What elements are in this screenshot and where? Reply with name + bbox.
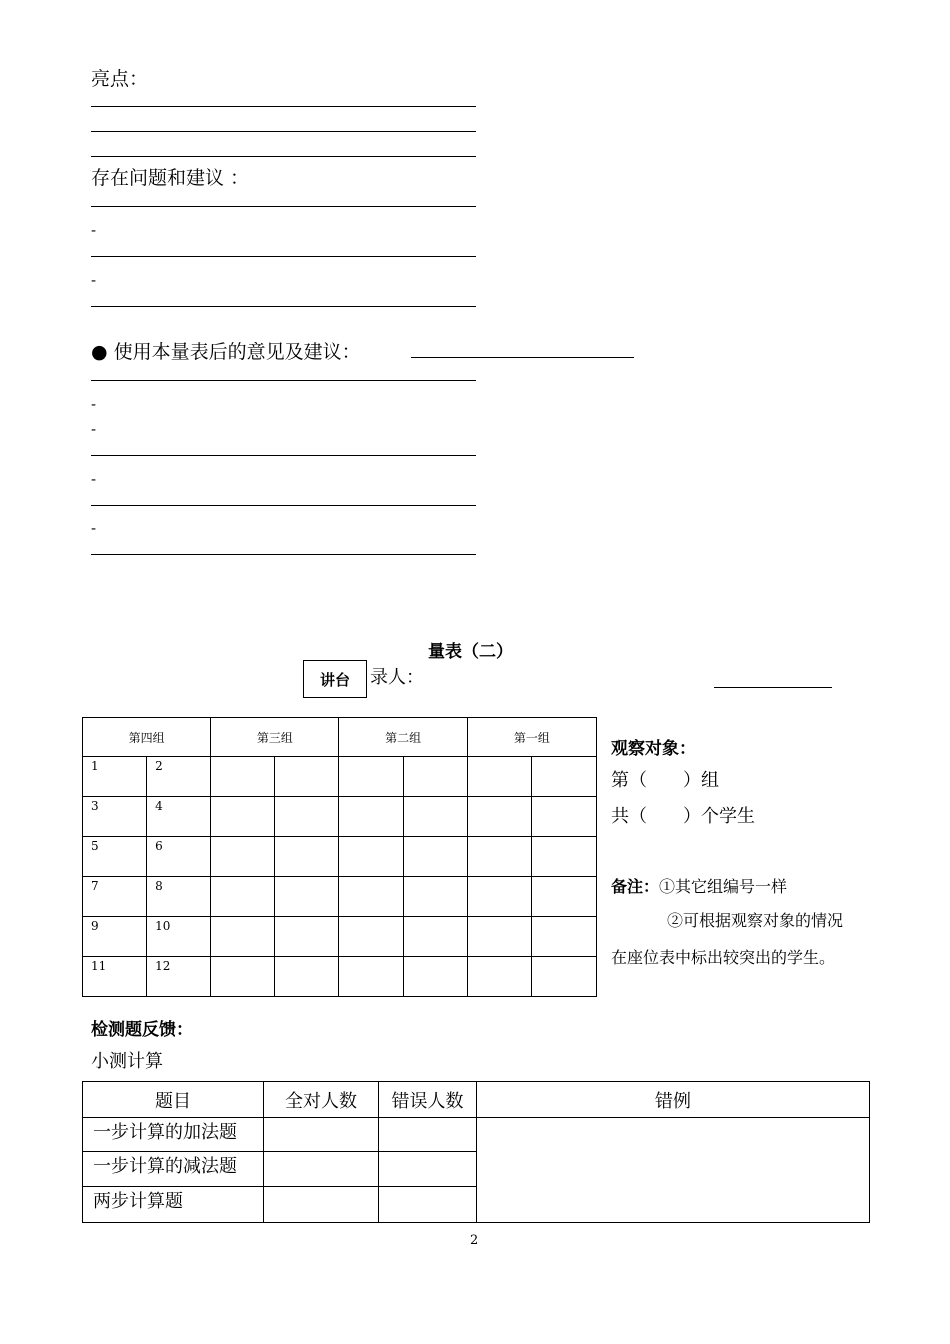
podium-box: 讲台 — [303, 660, 367, 698]
seat-cell: 7 — [83, 877, 147, 917]
note-3: 在座位表中标出较突出的学生。 — [611, 948, 836, 967]
seat-cell — [275, 837, 339, 877]
feedback-table — [82, 1081, 870, 1223]
note-line-1 — [611, 874, 787, 897]
seat-cell — [275, 917, 339, 957]
seat-cell — [211, 837, 275, 877]
group-header: 第四组 — [83, 718, 211, 757]
seat-cell — [403, 797, 467, 837]
blank-line — [91, 256, 476, 257]
opinion-label: ● 使用本量表后的意见及建议： — [91, 341, 361, 363]
blank-line — [91, 505, 476, 506]
seat-cell — [211, 797, 275, 837]
group-header: 第一组 — [467, 718, 596, 757]
seat-cell — [275, 877, 339, 917]
blank-line — [91, 455, 476, 456]
recorder-label: 录人： — [370, 667, 424, 688]
blank-line — [91, 156, 476, 157]
dash-marker: - — [91, 420, 97, 438]
group-header: 第二组 — [339, 718, 467, 757]
blank-line — [91, 206, 476, 207]
blank-line — [91, 131, 476, 132]
seat-cell: 4 — [147, 797, 211, 837]
seat-cell: 9 — [83, 917, 147, 957]
blank-line — [91, 554, 476, 555]
seat-cell — [531, 837, 596, 877]
header-cell: 错误人数 — [379, 1082, 477, 1118]
highlights-label: 亮点： — [91, 68, 149, 90]
data-cell — [264, 1187, 379, 1223]
feedback-title: 检测题反馈： — [91, 1020, 193, 1040]
seat-cell — [467, 877, 531, 917]
error-example-cell — [477, 1118, 870, 1223]
seat-cell — [403, 957, 467, 997]
dash-marker: - — [91, 470, 97, 488]
seat-cell: 11 — [83, 957, 147, 997]
header-cell: 题目 — [83, 1082, 264, 1118]
seat-cell — [403, 837, 467, 877]
seat-cell — [531, 877, 596, 917]
header-cell: 错例 — [477, 1082, 870, 1118]
seat-cell — [467, 837, 531, 877]
data-cell — [379, 1118, 477, 1152]
row-label: 两步计算题 — [83, 1187, 264, 1223]
data-cell — [379, 1152, 477, 1187]
data-cell — [379, 1187, 477, 1223]
seat-cell — [403, 757, 467, 797]
scale-title: 量表（二） — [428, 642, 513, 662]
data-cell — [264, 1152, 379, 1187]
seat-cell — [211, 877, 275, 917]
seat-cell — [531, 917, 596, 957]
feedback-subtitle: 小测计算 — [91, 1051, 163, 1072]
seat-cell — [275, 957, 339, 997]
observe-group: 第（ ）组 — [611, 770, 719, 791]
seat-cell: 10 — [147, 917, 211, 957]
seat-cell: 5 — [83, 837, 147, 877]
observe-count: 共（ ）个学生 — [611, 806, 755, 827]
group-header: 第三组 — [211, 718, 339, 757]
seat-cell — [339, 957, 403, 997]
seat-cell — [531, 797, 596, 837]
seat-cell — [339, 917, 403, 957]
note-2: ②可根据观察对象的情况 — [667, 911, 844, 930]
seat-cell — [531, 957, 596, 997]
seat-cell: 1 — [83, 757, 147, 797]
note-label: 备注： — [611, 877, 660, 896]
header-cell: 全对人数 — [264, 1082, 379, 1118]
seat-cell — [339, 757, 403, 797]
dash-marker: - — [91, 271, 97, 289]
observe-label: 观察对象： — [611, 739, 696, 759]
note-1: ①其它组编号一样 — [659, 877, 788, 896]
seat-cell — [339, 877, 403, 917]
seat-cell: 3 — [83, 797, 147, 837]
row-label: 一步计算的减法题 — [83, 1152, 264, 1187]
seat-cell: 12 — [147, 957, 211, 997]
blank-line — [411, 357, 634, 358]
seat-cell — [403, 917, 467, 957]
data-cell — [264, 1118, 379, 1152]
seat-cell — [403, 877, 467, 917]
seat-cell — [467, 917, 531, 957]
seat-cell — [467, 797, 531, 837]
seat-cell — [339, 837, 403, 877]
problems-label: 存在问题和建议 ： — [91, 167, 250, 189]
seat-cell — [467, 957, 531, 997]
seat-cell — [467, 757, 531, 797]
seat-cell — [339, 797, 403, 837]
seat-cell — [275, 797, 339, 837]
seat-cell — [211, 757, 275, 797]
seat-cell — [211, 917, 275, 957]
seating-chart — [82, 717, 597, 997]
recorder-blank-line — [714, 687, 832, 688]
dash-marker: - — [91, 221, 97, 239]
seat-cell: 8 — [147, 877, 211, 917]
seat-cell — [531, 757, 596, 797]
seat-cell: 6 — [147, 837, 211, 877]
blank-line — [91, 306, 476, 307]
seat-cell: 2 — [147, 757, 211, 797]
blank-line — [91, 380, 476, 381]
blank-line — [91, 106, 476, 107]
page-number: 2 — [470, 1233, 479, 1248]
row-label: 一步计算的加法题 — [83, 1118, 264, 1152]
seat-cell — [275, 757, 339, 797]
dash-marker: - — [91, 395, 97, 413]
seat-cell — [211, 957, 275, 997]
dash-marker: - — [91, 519, 97, 537]
